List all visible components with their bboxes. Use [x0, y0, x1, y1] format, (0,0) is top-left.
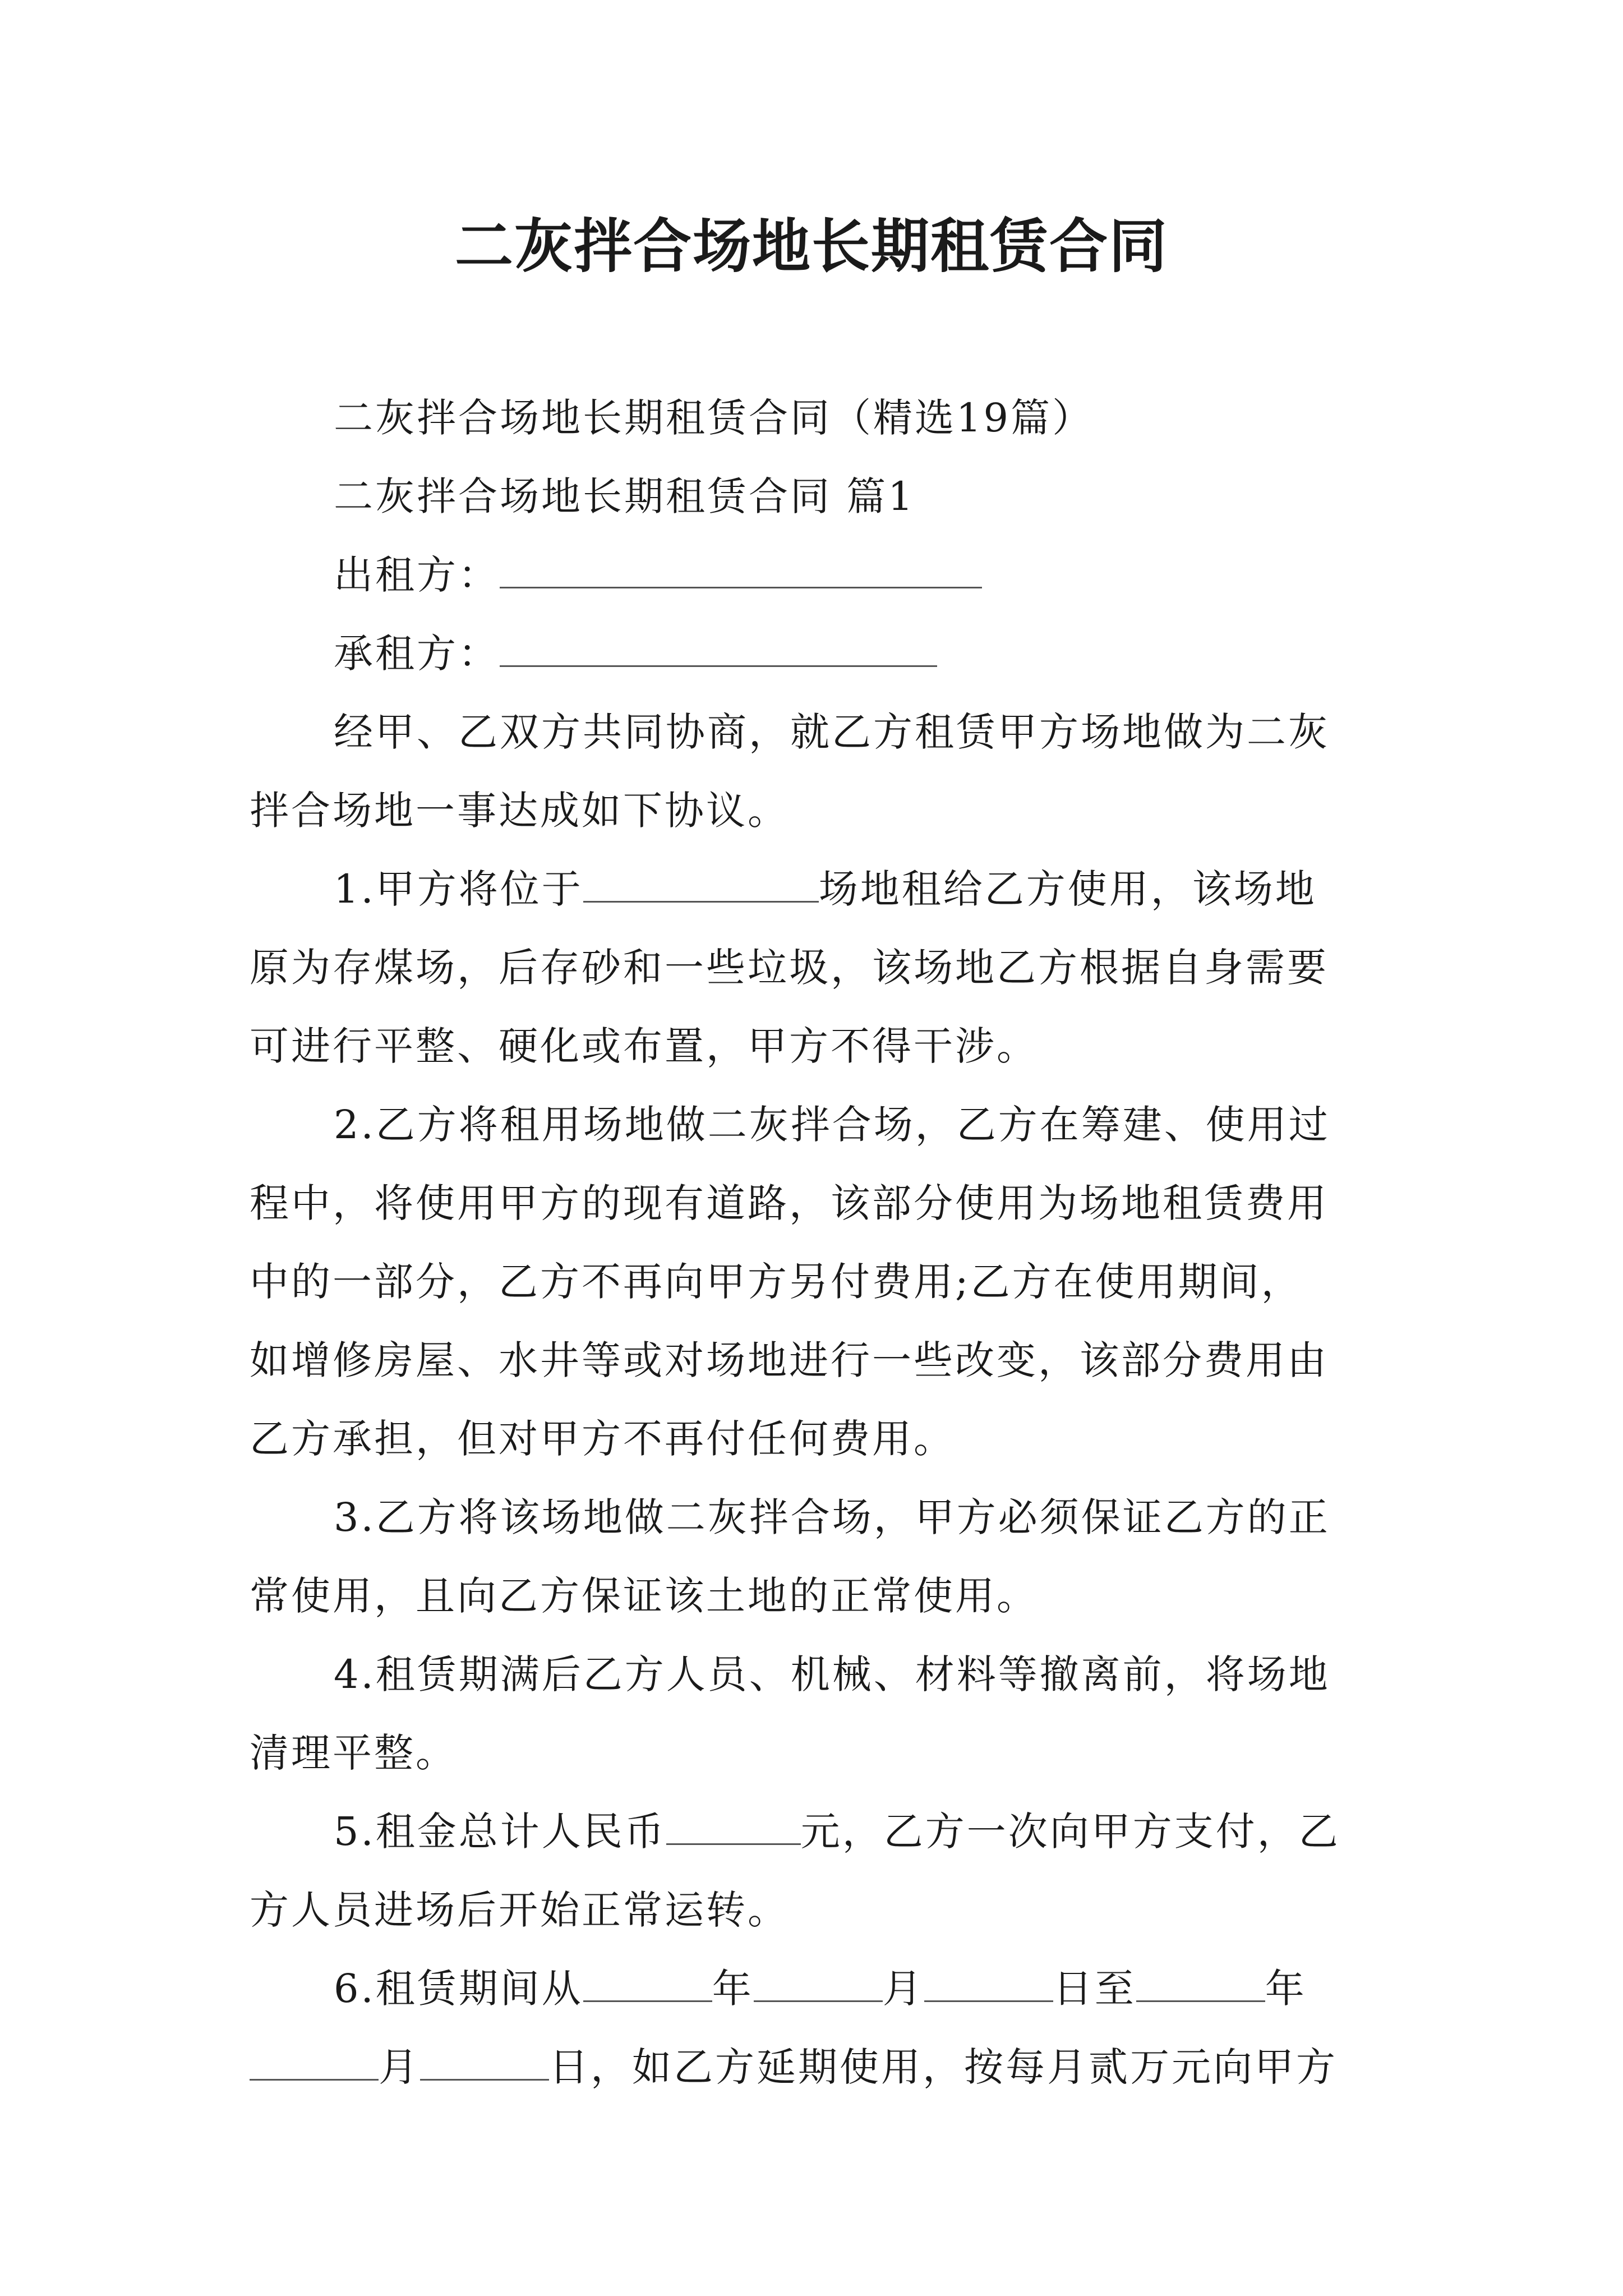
- start-year-blank: [583, 1971, 712, 2002]
- document-title: 二灰拌合场地长期租赁合同: [454, 211, 1168, 280]
- end-day-blank: [420, 2050, 549, 2081]
- paragraph-line: 清理平整。: [250, 1730, 457, 1776]
- lessor-label: 出租方：: [334, 552, 500, 598]
- start-month-blank: [754, 1971, 883, 2002]
- clause-3-line: 3.乙方将该场地做二灰拌合场，甲方必须保证乙方的正: [334, 1494, 1330, 1540]
- paragraph-line: 可进行平整、硬化或布置，甲方不得干涉。: [250, 1023, 1038, 1069]
- paragraph-line: 原为存煤场，后存砂和一些垃圾，该场地乙方根据自身需要: [250, 945, 1329, 991]
- paragraph-line: 乙方承担，但对甲方不再付任何费用。: [250, 1416, 955, 1462]
- clause-text: 5.租金总计人民币: [334, 1809, 666, 1855]
- clause-text: 元，乙方一次向甲方支付，乙: [800, 1809, 1340, 1855]
- clause-text: 月: [882, 1966, 924, 2012]
- paragraph-line: 如增修房屋、水井等或对场地进行一些改变，该部分费用由: [250, 1337, 1329, 1383]
- clause-4-line: 4.租赁期满后乙方人员、机械、材料等撤离前，将场地: [334, 1651, 1330, 1697]
- clause-text: 月: [379, 2044, 420, 2090]
- location-blank: [583, 872, 819, 903]
- amount-blank: [666, 1814, 801, 1845]
- section-heading: 二灰拌合场地长期租赁合同 篇1: [334, 473, 915, 519]
- subtitle-line: 二灰拌合场地长期租赁合同（精选19篇）: [334, 395, 1094, 441]
- clause-text: 场地租给乙方使用，该场地: [818, 866, 1317, 912]
- paragraph-line: 拌合场地一事达成如下协议。: [250, 788, 789, 834]
- clause-6-line: [250, 1949, 1391, 2028]
- paragraph-line: 经甲、乙双方共同协商，就乙方租赁甲方场地做为二灰: [334, 709, 1330, 755]
- clause-text: 日，如乙方延期使用，按每月贰万元向甲方: [549, 2044, 1338, 2090]
- clause-text: 年: [712, 1966, 754, 2012]
- document-body: [250, 379, 1391, 2106]
- paragraph-line: 方人员进场后开始正常运转。: [250, 1887, 789, 1933]
- start-day-blank: [924, 1971, 1053, 2002]
- lessor-blank: [500, 558, 982, 588]
- end-month-blank: [250, 2050, 379, 2081]
- clause-6-continued: [250, 2028, 1391, 2106]
- clause-text: 日至: [1053, 1966, 1136, 2012]
- end-year-blank: [1136, 1971, 1265, 2002]
- clause-text: 1.甲方将位于: [334, 866, 583, 912]
- clause-1-line: [250, 850, 1391, 928]
- paragraph-line: 常使用，且向乙方保证该土地的正常使用。: [250, 1573, 1038, 1619]
- clause-text: 6.租赁期间从: [334, 1966, 583, 2012]
- clause-2-line: 2.乙方将租用场地做二灰拌合场，乙方在筹建、使用过: [334, 1102, 1330, 1148]
- lessee-line: [250, 614, 1391, 693]
- clause-text: 年: [1265, 1966, 1307, 2012]
- lessee-blank: [500, 636, 937, 667]
- clause-5-line: [250, 1792, 1391, 1871]
- paragraph-line: 程中，将使用甲方的现有道路，该部分使用为场地租赁费用: [250, 1180, 1329, 1226]
- paragraph-line: 中的一部分，乙方不再向甲方另付费用;乙方在使用期间，: [250, 1259, 1303, 1305]
- lessee-label: 承租方：: [334, 631, 500, 677]
- lessor-line: [250, 536, 1391, 614]
